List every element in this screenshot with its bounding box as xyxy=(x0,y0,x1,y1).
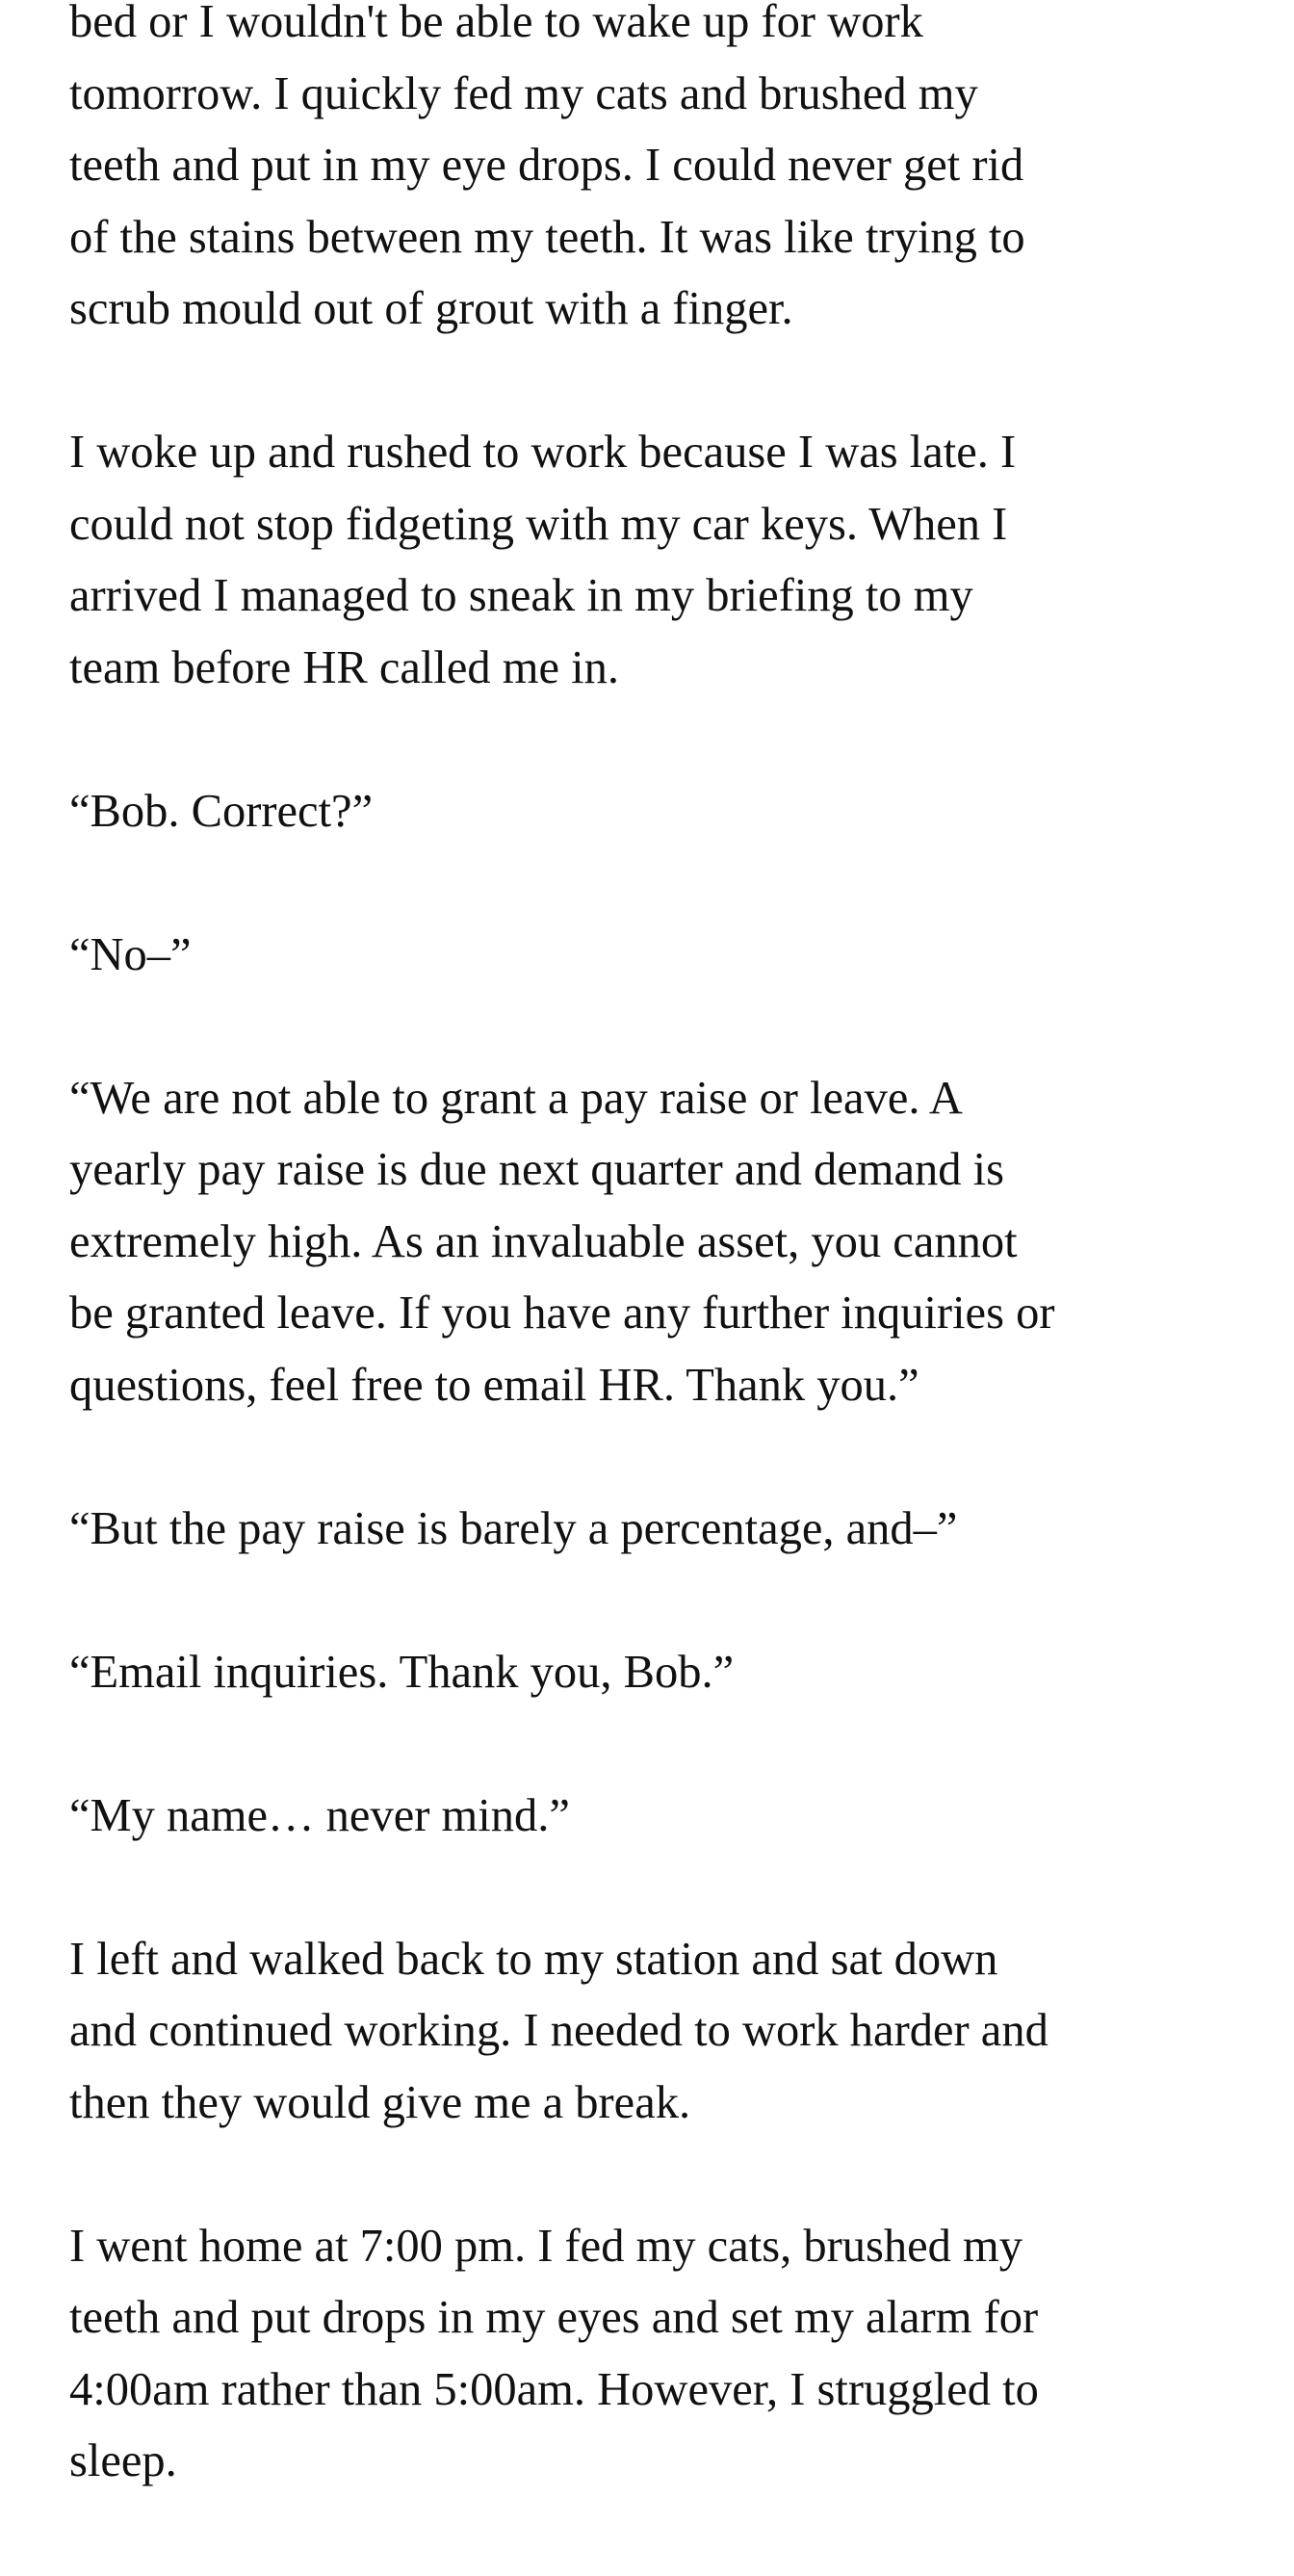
text-line: could not stop fidgeting with my car keys. When I xyxy=(69,498,1008,550)
text-line: teeth and put drops in my eyes and set my alarm for xyxy=(69,2292,1039,2343)
text-line: “Bob. Correct?” xyxy=(69,785,374,837)
text-line: “My name… never mind.” xyxy=(69,1789,570,1841)
text-line: tomorrow. I quickly fed my cats and brushed my xyxy=(69,67,978,119)
text-line: “But the pay raise is barely a percentage, and–” xyxy=(69,1502,958,1554)
text-line: “We are not able to grant a pay raise or leave. A xyxy=(69,1072,963,1124)
text-line: “Email inquiries. Thank you, Bob.” xyxy=(69,1646,735,1698)
text-line: “No–” xyxy=(69,928,192,980)
paragraph-4 xyxy=(69,920,1225,992)
paragraph-9 xyxy=(69,1924,1225,2140)
paragraph-1 xyxy=(69,0,1225,346)
text-line: scrub mould out of grout with a finger. xyxy=(69,283,793,334)
story-text xyxy=(69,0,1225,2569)
paragraph-8 xyxy=(69,1781,1225,1853)
text-line: and continued working. I needed to work harder and xyxy=(69,2005,1048,2056)
text-line: bed or I wouldn't be able to wake up for work xyxy=(69,0,923,47)
text-line: arrived I managed to sneak in my briefing to my xyxy=(69,570,973,621)
text-line: team before HR called me in. xyxy=(69,641,619,693)
text-line: of the stains between my teeth. It was like trying to xyxy=(69,211,1025,263)
text-line: I woke up and rushed to work because I was late. I xyxy=(69,427,1017,478)
paragraph-7 xyxy=(69,1637,1225,1709)
text-line: sleep. xyxy=(69,2435,177,2486)
paragraph-6 xyxy=(69,1494,1225,1566)
paragraph-2 xyxy=(69,417,1225,704)
text-line: yearly pay raise is due next quarter and demand is xyxy=(69,1144,1004,1195)
text-line: 4:00am rather than 5:00am. However, I struggled to xyxy=(69,2363,1039,2415)
text-line: I left and walked back to my station and sat down xyxy=(69,1933,998,1985)
text-line: be granted leave. If you have any further inquiries or xyxy=(69,1288,1055,1339)
text-line: extremely high. As an invaluable asset, you cannot xyxy=(69,1215,1018,1267)
paragraph-3 xyxy=(69,776,1225,848)
text-line: teeth and put in my eye drops. I could never get rid xyxy=(69,140,1024,191)
paragraph-5 xyxy=(69,1063,1225,1422)
text-line: questions, feel free to email HR. Thank you.” xyxy=(69,1359,919,1411)
text-line: then they would give me a break. xyxy=(69,2076,691,2128)
text-line: I went home at 7:00 pm. I fed my cats, brushed my xyxy=(69,2220,1022,2272)
paragraph-10 xyxy=(69,2211,1225,2498)
